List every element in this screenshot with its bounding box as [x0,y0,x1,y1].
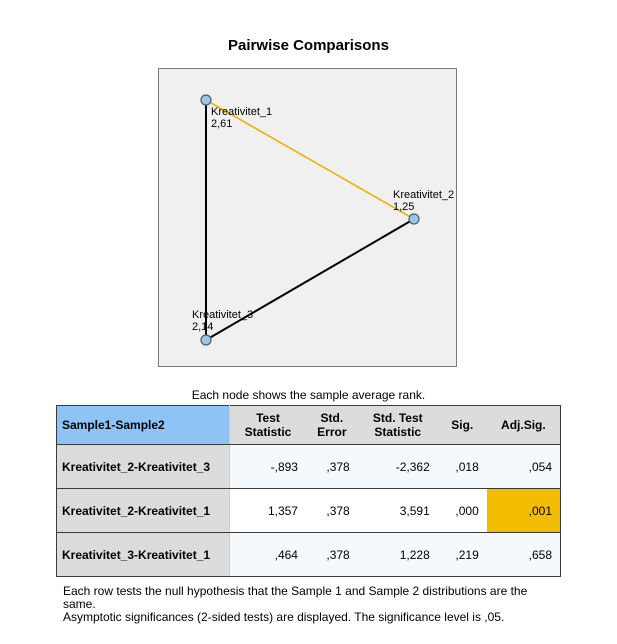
node-k3 [201,335,211,345]
cell-sig: ,219 [438,533,487,577]
header-adj-sig: Adj.Sig. [487,406,561,445]
cell-std-error: ,378 [306,489,358,533]
cell-adj-sig: ,001 [487,489,561,533]
node-k1 [201,95,211,105]
header-std-error: Std. Error [306,406,358,445]
header-sig: Sig. [438,406,487,445]
node-rank-label: 2,14 [192,321,214,333]
cell-test-statistic: 1,357 [230,489,306,533]
cell-test-statistic: -,893 [230,445,306,489]
header-sample-pair: Sample1-Sample2 [57,406,230,445]
header-test-statistic: Test Statistic [230,406,306,445]
node-name-label: Kreativitet_1 [211,106,273,118]
table-header-row [57,406,561,445]
node-name-label: Kreativitet_2 [393,189,455,201]
footnote-line-2: Asymptotic significances (2-sided tests) are displayed. The significance level is ,05. [63,610,505,624]
cell-std-error: ,378 [306,533,358,577]
table-row [57,445,561,489]
cell-sig: ,018 [438,445,487,489]
cell-adj-sig: ,054 [487,445,561,489]
row-pair-label: Kreativitet_2-Kreativitet_1 [57,489,230,533]
row-pair-label: Kreativitet_3-Kreativitet_1 [57,533,230,577]
node-name-label: Kreativitet_3 [192,309,254,321]
network-plot [158,68,457,367]
network-caption: Each node shows the sample average rank. [191,388,426,402]
cell-std-test-statistic: -2,362 [358,445,438,489]
chart-title: Pairwise Comparisons [228,37,389,54]
cell-test-statistic: ,464 [230,533,306,577]
node-rank-label: 1,25 [393,201,415,213]
network-graph [159,69,458,368]
cell-std-test-statistic: 1,228 [358,533,438,577]
cell-adj-sig: ,658 [487,533,561,577]
row-pair-label: Kreativitet_2-Kreativitet_3 [57,445,230,489]
cell-sig: ,000 [438,489,487,533]
footnote-line-1: Each row tests the null hypothesis that the Sample 1 and Sample 2 distributions are the same. [63,584,528,611]
table-row [57,489,561,533]
cell-std-test-statistic: 3,591 [358,489,438,533]
node-k2 [409,214,419,224]
table-footnote [63,585,563,624]
pairwise-table [56,405,561,577]
edge-k2-k3 [206,219,414,340]
node-rank-label: 2,61 [211,118,233,130]
table-row [57,533,561,577]
header-std-test-statistic: Std. Test Statistic [358,406,438,445]
cell-std-error: ,378 [306,445,358,489]
